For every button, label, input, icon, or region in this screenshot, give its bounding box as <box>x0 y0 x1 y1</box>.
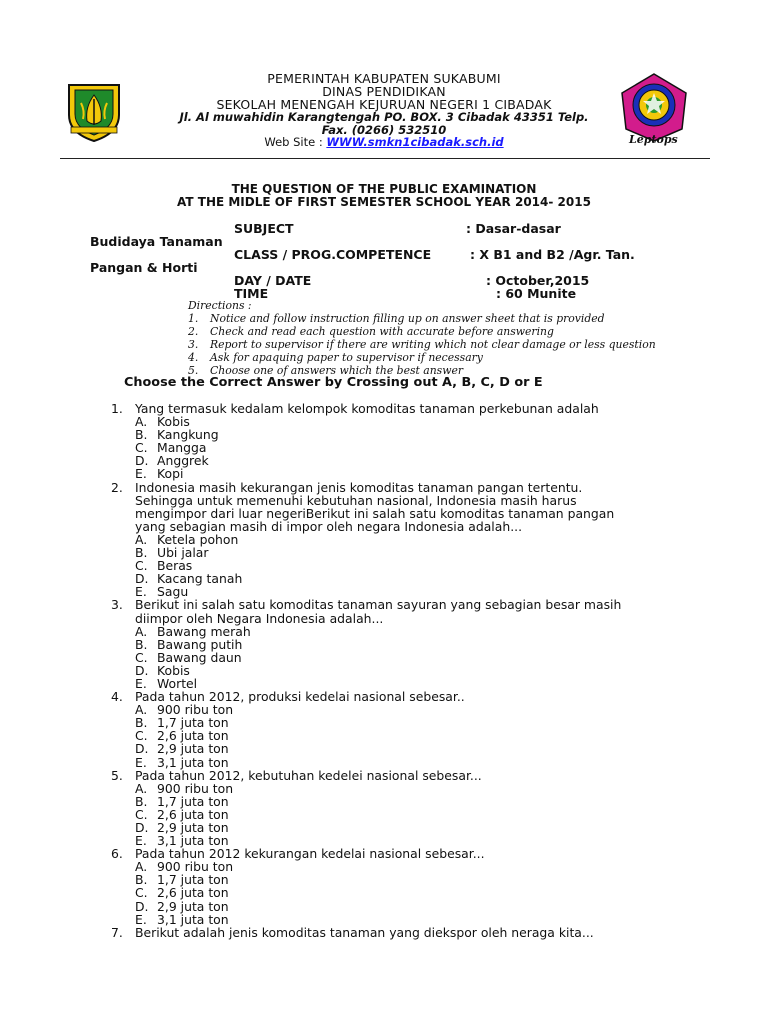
option-text: 900 ribu ton <box>157 702 234 718</box>
header-line-2: DINAS PENDIDIKAN <box>322 84 446 99</box>
question-number: 1. <box>111 401 123 416</box>
right-logo-caption: Leptops <box>629 133 678 146</box>
option-letter: A. <box>135 780 148 796</box>
option-letter: E. <box>135 754 147 770</box>
option-text: Ketela pohon <box>157 531 239 547</box>
time-value: : 60 Munite <box>496 286 577 301</box>
option-text: Anggrek <box>157 453 209 469</box>
option-text: 900 ribu ton <box>157 780 234 796</box>
option-text: 900 ribu ton <box>157 859 234 875</box>
option-text: 3,1 juta ton <box>157 833 229 849</box>
option-letter: E. <box>135 833 147 849</box>
option-text: Mangga <box>157 440 207 456</box>
option-letter: B. <box>135 715 148 731</box>
header-line-3: SEKOLAH MENENGAH KEJURUAN NEGERI 1 CIBADAK <box>216 97 552 112</box>
answer-option[interactable] <box>111 467 751 480</box>
question-list <box>111 402 751 939</box>
direction-item: 5. Choose one of answers which the best answer <box>188 364 464 377</box>
question-number: 6. <box>111 846 123 862</box>
answer-option[interactable] <box>111 651 751 664</box>
option-letter: C. <box>135 558 148 574</box>
option-letter: C. <box>135 806 148 822</box>
day-date-value: : October,2015 <box>486 273 590 288</box>
answer-instruction: Choose the Correct Answer by Crossing out A, B, C, D or E <box>124 375 543 390</box>
question-item <box>111 926 751 939</box>
direction-item: 3. Report to supervisor if there are writing which not clear damage or less question <box>188 338 656 351</box>
subject-value: : Dasar-dasar <box>466 221 561 236</box>
option-text: 3,1 juta ton <box>157 911 229 927</box>
option-letter: B. <box>135 427 148 443</box>
directions-heading: Directions : <box>188 299 252 312</box>
option-letter: D. <box>135 741 149 757</box>
option-text: Bawang putih <box>157 636 243 652</box>
header-fax: Fax. (0266) 532510 <box>321 123 447 137</box>
option-text: 2,9 juta ton <box>157 898 229 914</box>
direction-item: 4. Ask for apaquing paper to supervisor if necessary <box>188 351 483 364</box>
option-text: 3,1 juta ton <box>157 754 229 770</box>
option-letter: D. <box>135 820 149 835</box>
option-letter: B. <box>135 636 148 652</box>
option-letter: D. <box>135 571 149 587</box>
header-divider <box>60 158 710 159</box>
option-text: 1,7 juta ton <box>157 715 229 731</box>
option-letter: D. <box>135 898 149 914</box>
option-text: Kangkung <box>157 427 219 443</box>
direction-item: 1. Notice and follow instruction filling up on answer sheet that is provided <box>188 312 605 325</box>
direction-item: 2. Check and read each question with accurate before answering <box>188 325 554 338</box>
option-letter: A. <box>135 531 148 547</box>
option-letter: D. <box>135 662 149 678</box>
header-address: Jl. Al muwahidin Karangtengah PO. BOX. 3 Cibadak 43351 Telp. <box>179 110 589 124</box>
option-text: Wortel <box>157 675 198 691</box>
question-text: Yang termasuk kedalam kelompok komoditas tanaman perkebunan adalah <box>135 401 599 416</box>
question-text: Indonesia masih kekurangan jenis komoditas tanaman pangan tertentu. Sehingga untuk memenuhi kebutuhan nasional, Indonesia masih harus mengimpor dari luar negeriBerikut ini salah satu komoditas tanaman pangan yang sebagian masih di impor oleh negara Indonesia adalah... <box>135 479 615 534</box>
option-letter: D. <box>135 453 149 469</box>
subject-value-cont: Budidaya Tanaman <box>90 234 223 249</box>
option-text: Ubi jalar <box>157 545 209 561</box>
option-text: Kobis <box>157 662 190 678</box>
option-letter: E. <box>135 675 147 691</box>
option-text: 1,7 juta ton <box>157 793 229 809</box>
answer-option[interactable] <box>111 913 751 926</box>
option-letter: E. <box>135 584 147 600</box>
header-line-1: PEMERINTAH KABUPATEN SUKABUMI <box>267 71 501 86</box>
subject-label: SUBJECT <box>234 221 294 236</box>
question-number: 2. <box>111 479 123 495</box>
class-label: CLASS / PROG.COMPETENCE <box>234 247 432 262</box>
option-text: Kopi <box>157 466 184 482</box>
option-letter: C. <box>135 440 148 456</box>
website-label: Web Site : <box>264 135 323 149</box>
option-letter: C. <box>135 649 148 665</box>
question-number: 7. <box>111 924 123 940</box>
question-number: 4. <box>111 689 123 705</box>
option-letter: C. <box>135 885 148 901</box>
option-text: 2,9 juta ton <box>157 741 229 757</box>
option-letter: A. <box>135 623 148 639</box>
option-letter: B. <box>135 872 148 888</box>
option-text: Kobis <box>157 414 190 430</box>
option-text: Sagu <box>157 584 189 600</box>
question-item <box>111 402 751 415</box>
exam-title-line-2: AT THE MIDLE OF FIRST SEMESTER SCHOOL YEAR 2014- 2015 <box>177 195 591 209</box>
answer-option[interactable] <box>111 454 751 467</box>
question-number: 5. <box>111 767 123 783</box>
option-letter: A. <box>135 414 148 430</box>
class-value-cont: Pangan & Horti <box>90 260 198 275</box>
question-text: Pada tahun 2012, kebutuhan kedelei nasional sebesar... <box>135 767 482 783</box>
option-letter: E. <box>135 466 147 482</box>
website-link[interactable]: WWW.smkn1cibadak.sch.id <box>326 135 504 149</box>
option-text: 2,6 juta ton <box>157 885 229 901</box>
option-text: Bawang merah <box>157 623 251 639</box>
option-text: 2,9 juta ton <box>157 820 229 835</box>
option-letter: B. <box>135 793 148 809</box>
option-text: Kacang tanah <box>157 571 243 587</box>
option-text: Bawang daun <box>157 649 242 665</box>
answer-option[interactable] <box>111 428 751 441</box>
class-value: : X B1 and B2 /Agr. Tan. <box>470 247 635 262</box>
header-website <box>0 135 768 149</box>
answer-option[interactable] <box>111 756 751 769</box>
exam-title-line-1: THE QUESTION OF THE PUBLIC EXAMINATION <box>231 182 537 196</box>
question-number: 3. <box>111 597 123 613</box>
answer-option[interactable] <box>111 572 751 585</box>
option-letter: A. <box>135 702 148 718</box>
option-text: 2,6 juta ton <box>157 728 229 744</box>
question-item <box>111 598 751 624</box>
option-letter: E. <box>135 911 147 927</box>
question-item <box>111 481 751 533</box>
day-date-label: DAY / DATE <box>234 273 312 288</box>
question-text: Berikut ini salah satu komoditas tanaman sayuran yang sebagian besar masih diimpor oleh Negara Indonesia adalah... <box>135 597 622 626</box>
time-label: TIME <box>234 286 269 301</box>
answer-option[interactable] <box>111 664 751 677</box>
question-text: Pada tahun 2012 kekurangan kedelai nasional sebesar... <box>135 846 485 862</box>
option-text: 2,6 juta ton <box>157 806 229 822</box>
option-letter: C. <box>135 728 148 744</box>
option-letter: B. <box>135 545 148 561</box>
option-text: 1,7 juta ton <box>157 872 229 888</box>
answer-option[interactable] <box>111 546 751 559</box>
question-text: Berikut adalah jenis komoditas tanaman yang diekspor oleh neraga kita... <box>135 924 594 940</box>
question-text: Pada tahun 2012, produksi kedelai nasional sebesar.. <box>135 689 465 705</box>
option-text: Beras <box>157 558 193 574</box>
option-letter: A. <box>135 859 148 875</box>
